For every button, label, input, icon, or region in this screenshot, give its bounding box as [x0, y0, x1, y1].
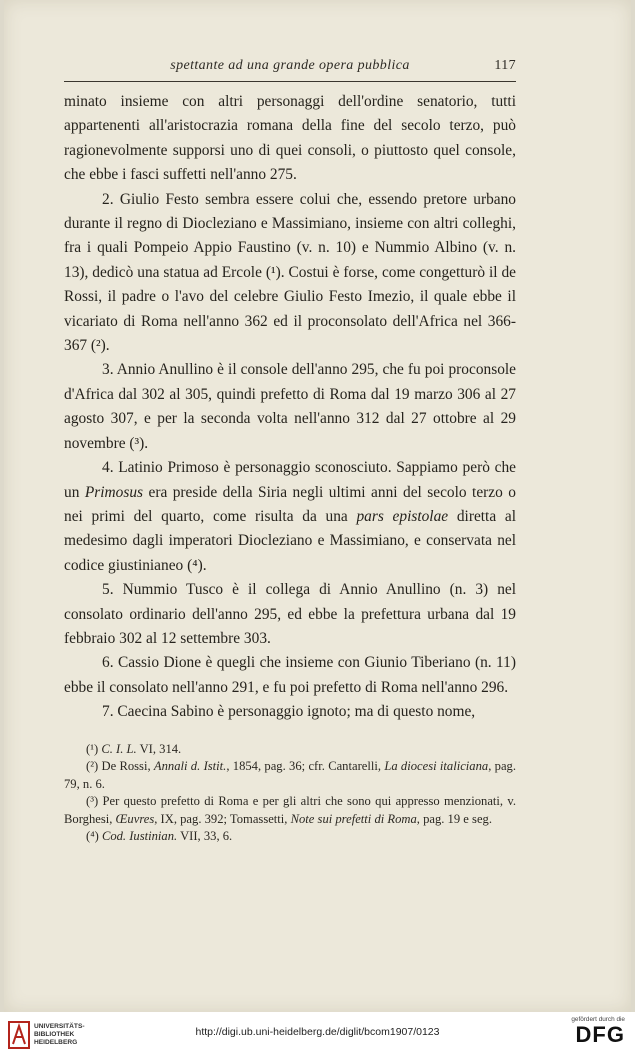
body-text [64, 90, 516, 725]
paragraph-1: minato insieme con altri personaggi dell'ordine senatorio, tutti appartenenti all'aristocrazia romana della fine del secolo terzo, può ragionevolmente supporsi uno di quei consoli, o piuttosto quel console, che ebbe i fasci suffetti nell'anno 275. [64, 93, 516, 184]
paragraph-3: 3. Annio Anullino è il console dell'anno 295, che fu poi proconsole d'Africa dal 302 al 305, quindi prefetto di Roma dal 19 marzo 306 al 27 agosto 307, e per la seconda volta nell'anno 312 dal 27 ottobre al 29 novembre (³). [64, 361, 516, 452]
footnote-2: (²) De Rossi, Annali d. Istit., 1854, pag. 36; cfr. Cantarelli, La diocesi italiciana, pag. 79, n. 6. [64, 759, 516, 791]
paragraph-4: 4. Latinio Primoso è personaggio sconosciuto. Sappiamo però che un Primosus era preside della Siria negli ultimi anni del secolo terzo o nei primi del quarto, come risulta da una pars epistolae diretta al medesimo dagli imperatori Diocleziano e Massimiano, e conservata nel codice giustinianeo (⁴). [64, 459, 516, 574]
source-url-link[interactable]: http://digi.ub.uni-heidelberg.de/diglit/bcom1907/0123 [195, 1026, 440, 1038]
footer-bar [0, 1012, 635, 1056]
footnote-1: (¹) C. I. L. VI, 314. [86, 742, 182, 756]
dfg-funding [555, 1016, 625, 1047]
header-rule [64, 81, 516, 82]
footnotes [64, 741, 516, 845]
paragraph-2: 2. Giulio Festo sembra essere colui che, essendo pretore urbano durante il regno di Diocleziano e Massimiano, insieme con altri colleghi, fra i quali Pompeio Appio Faustino (v. n. 10) e Nummio Albino (v. n. 13), dedicò una statua ad Ercole (¹). Costui è forse, come congetturò il de Rossi, il padre o l'avo del celebre Giulio Festo Imezio, il quale ebbe il vicariato di Roma nell'anno 362 ed il proconsolato dell'Africa nel 366-367 (²). [64, 190, 516, 355]
paragraph-5: 5. Nummio Tusco è il collega di Annio Anullino (n. 3) nel consolato ordinario dell'anno 295, ed ebbe la prefettura urbana dal 19 febbraio 302 al 12 settembre 303. [64, 581, 516, 647]
footnote-4: (⁴) Cod. Iustinian. VII, 33, 6. [86, 829, 233, 844]
scanned-page [4, 0, 631, 1012]
footnote-3: (³) Per questo prefetto di Roma e per gli altri che sono qui appresso menzionati, v. Borghesi, Œuvres, IX, pag. 392; Tomassetti, Note sui prefetti di Roma, pag. 19 e seg. [64, 794, 516, 826]
page-number: 117 [494, 58, 516, 73]
paragraph-7: 7. Caecina Sabino è personaggio ignoto; ma di questo nome, [102, 703, 476, 721]
paragraph-6: 6. Cassio Dione è quegli che insieme con Giunio Tiberiano (n. 11) ebbe il consolato nell'anno 291, e fu poi prefetto di Roma nell'anno 296. [64, 654, 516, 696]
running-head-title: spettante ad una grande opera pubblica [170, 58, 410, 73]
library-name: UNIVERSITÄTS- BIBLIOTHEK HEIDELBERG [34, 1023, 85, 1046]
funding-label: gefördert durch die [571, 1016, 625, 1023]
running-head [64, 58, 516, 80]
dfg-logo: DFG [575, 1022, 625, 1047]
